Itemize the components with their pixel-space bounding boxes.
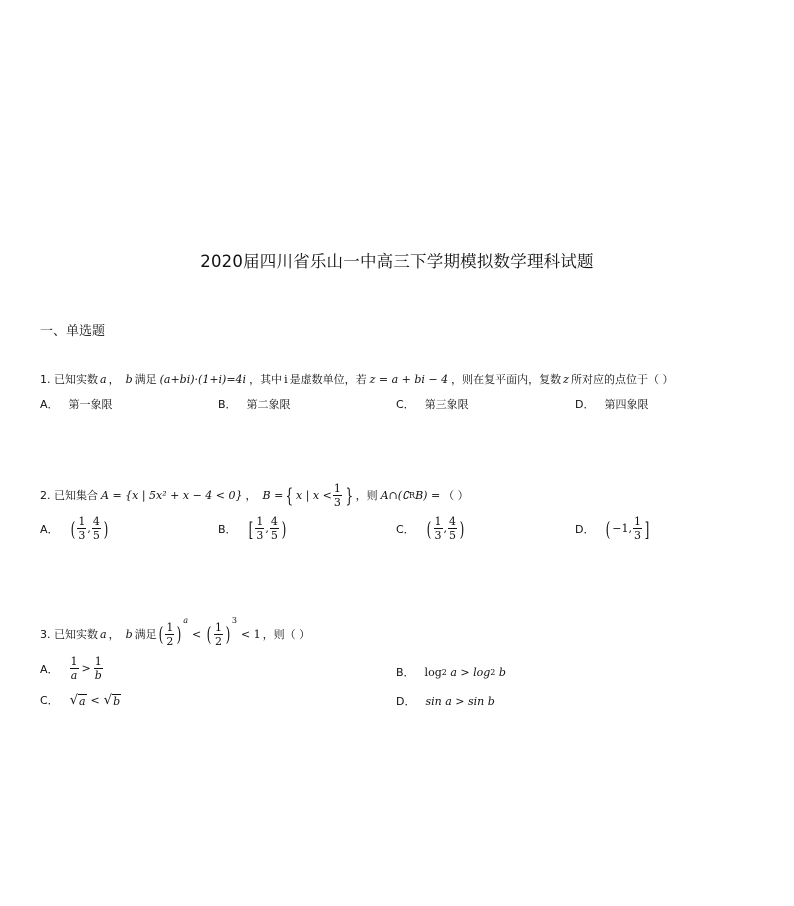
numerator: 1 [70, 655, 78, 668]
q1-text-5: 所对应的点位于（ ） [570, 373, 674, 386]
radicand: b [113, 694, 121, 708]
denominator: b [94, 669, 102, 682]
option-label: B． [218, 398, 237, 411]
q3-comma: ， [108, 628, 120, 641]
q3-option-b[interactable] [396, 664, 506, 680]
option-text: 第二象限 [246, 398, 291, 411]
q1-option-d[interactable] [575, 396, 648, 412]
q3-text-2: ，则（ ） [262, 628, 311, 641]
q3-option-c[interactable] [40, 692, 122, 708]
numerator: 4 [449, 515, 456, 528]
option-label: A． [40, 662, 59, 676]
right-bracket: ] [644, 516, 650, 541]
question-2 [40, 478, 469, 512]
denominator: 2 [215, 634, 223, 648]
option-text: 第三象限 [424, 398, 469, 411]
numerator: 1 [166, 620, 174, 634]
left-brace-icon: { [285, 483, 294, 507]
q1-text-2: ，其中 [249, 373, 283, 386]
q2-number: 2. 已知集合 [40, 489, 98, 502]
option-label: B． [396, 666, 415, 679]
q1-comma: ， [108, 373, 120, 386]
numerator: 1 [434, 515, 442, 528]
right-paren: ) [176, 622, 182, 646]
q1-var-a: a [100, 372, 107, 386]
log-base: 2 [441, 667, 447, 677]
log-text: a > log [446, 665, 491, 679]
question-3 [40, 616, 310, 652]
option-label: C． [396, 522, 415, 536]
option-label: A． [40, 522, 59, 536]
q1-number: 1. 已知实数 [40, 373, 98, 386]
numerator: 1 [634, 515, 642, 528]
q2-expression-end: B) = [415, 488, 441, 502]
denominator: 3 [78, 529, 86, 542]
option-text: 第一象限 [68, 398, 113, 411]
left-bracket: [ [248, 516, 253, 541]
denominator: 5 [92, 529, 100, 542]
option-label: B． [218, 522, 237, 536]
denominator: 3 [333, 495, 341, 509]
numerator: 4 [270, 515, 278, 528]
sqrt-icon: √ [69, 692, 78, 708]
option-value-start: −1, [612, 522, 633, 535]
q2-text-2: （ ） [443, 489, 469, 502]
question-1 [40, 371, 673, 387]
less-than: < [192, 627, 202, 641]
q2-text-1: ，则 [355, 489, 378, 502]
denominator: 5 [449, 529, 456, 542]
right-paren: ) [225, 622, 231, 646]
option-text: sin a > sin b [425, 694, 495, 708]
q3-text-1: 满足 [134, 628, 157, 641]
log-text: log [424, 665, 442, 679]
option-text: 第四象限 [604, 398, 649, 411]
q3-option-a[interactable] [40, 656, 104, 681]
section-heading: 一、单选题 [40, 324, 106, 339]
q1-equation: (a+bi)·(1+i)=4i [159, 372, 247, 386]
denominator: 3 [434, 529, 442, 542]
right-paren: ) [459, 516, 465, 541]
exponent-3: 3 [231, 616, 237, 625]
q1-option-c[interactable] [396, 396, 469, 412]
left-paren: ( [158, 622, 163, 646]
q1-var-b: b [125, 372, 133, 386]
option-label: D． [575, 398, 595, 411]
option-label: A． [40, 398, 59, 411]
option-label: C． [40, 694, 59, 707]
radicand: a [78, 694, 86, 708]
option-label: D． [575, 522, 595, 536]
q2-option-c[interactable]: C． ( $\frac{1}{3}$ , $\frac{4}{5}$ ) [396, 515, 465, 542]
numerator: 4 [92, 515, 100, 528]
q1-text-4: ，则在复平面内，复数 [451, 373, 562, 386]
denominator: a [70, 669, 78, 682]
numerator: 1 [333, 481, 341, 495]
left-paren: ( [426, 516, 431, 541]
greater-than: > [81, 662, 91, 675]
right-brace-icon: } [345, 483, 354, 507]
q1-z-def: z = a + bi − 4 [369, 372, 449, 386]
q2-subscript-r: R [409, 490, 416, 500]
q1-z: z [563, 372, 569, 386]
q2-expression: A∩(∁ [380, 488, 410, 502]
q2-fraction-one-third [333, 483, 342, 508]
left-paren: ( [606, 516, 611, 541]
numerator: 1 [78, 515, 86, 528]
page-title: 2020届四川省乐山一中高三下学期模拟数学理科试题 [200, 252, 594, 271]
sqrt-b [104, 693, 121, 708]
log-text: b [495, 665, 506, 679]
numerator: 1 [256, 515, 264, 528]
q2-option-d[interactable] [575, 516, 651, 541]
q2-option-a[interactable]: A． ( $\frac{1}{3}$ , $\frac{4}{5}$ ) [40, 515, 109, 542]
sqrt-a [70, 693, 87, 708]
q1-option-b[interactable] [218, 396, 291, 412]
q1-option-a[interactable] [40, 396, 113, 412]
q2-set-b-condition: x | x < [296, 488, 332, 502]
q2-comma: ， [245, 489, 257, 502]
q3-var-b: b [125, 627, 133, 641]
denominator: 2 [166, 634, 174, 648]
less-than: < [90, 693, 100, 707]
q2-set-b-name: B = [262, 488, 284, 502]
right-paren: ) [103, 516, 109, 541]
denominator: 3 [634, 529, 642, 542]
exponent-a: a [183, 616, 189, 625]
q1-text-1: 满足 [134, 373, 157, 386]
q2-option-b[interactable]: B． [ $\frac{1}{3}$ , $\frac{4}{5}$ ) [218, 515, 287, 542]
q3-option-d[interactable] [396, 693, 495, 709]
left-paren: ( [206, 622, 212, 646]
denominator: 5 [270, 529, 278, 542]
q1-imag-unit: i [284, 372, 288, 386]
right-paren: ) [281, 516, 287, 541]
denominator: 3 [256, 529, 264, 542]
left-paren: ( [70, 516, 75, 541]
q3-var-a: a [100, 627, 107, 641]
sqrt-icon: √ [103, 692, 113, 708]
less-than-one: < 1 [240, 627, 261, 641]
numerator: 1 [94, 655, 102, 668]
numerator: 1 [215, 620, 223, 634]
log-base: 2 [490, 667, 496, 677]
q2-set-a: A = {x | 5x² + x − 4 < 0} [101, 488, 243, 502]
option-label: C． [396, 398, 415, 411]
option-label: D． [396, 695, 416, 708]
q3-number: 3. 已知实数 [40, 628, 98, 641]
q1-text-3: 是虚数单位，若 [289, 373, 367, 386]
